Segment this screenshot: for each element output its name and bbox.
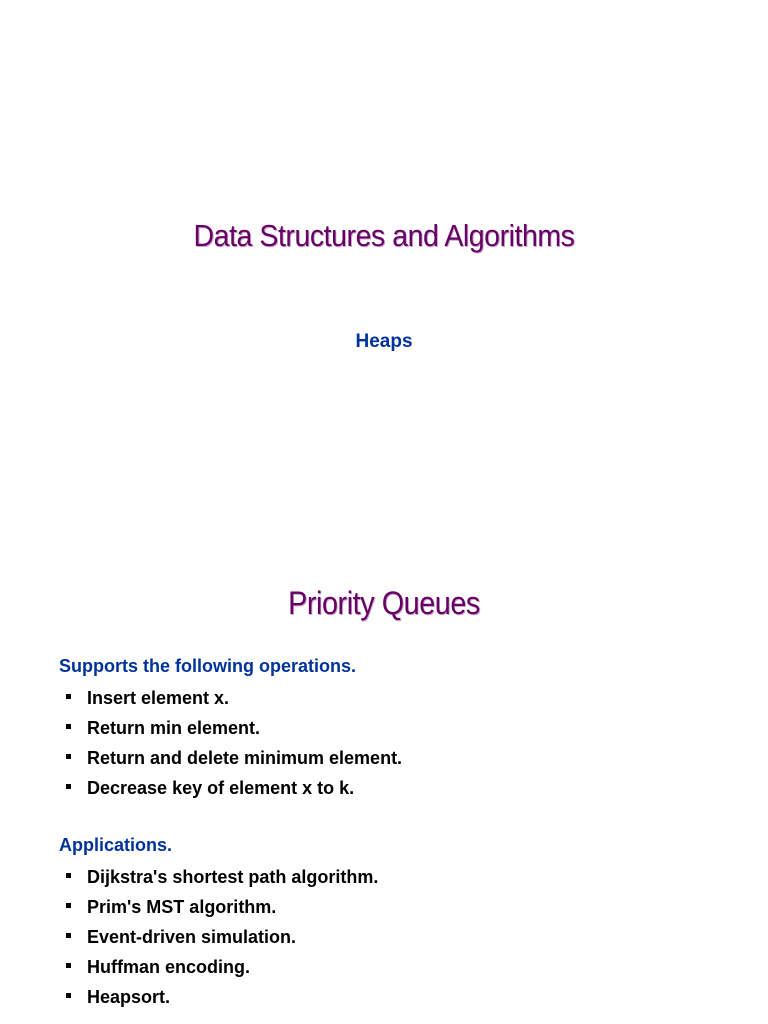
list-item-text: Decrease key of element x to k. — [87, 778, 355, 798]
bullet-square-icon — [66, 784, 71, 789]
content-slide — [0, 545, 768, 1024]
bullet-square-icon — [66, 903, 71, 908]
list-item-text: Prim's MST algorithm. — [87, 897, 277, 917]
bullet-square-icon — [66, 873, 71, 878]
bullet-square-icon — [66, 754, 71, 759]
list-item — [66, 776, 402, 806]
slide-subtitle: Heaps — [355, 331, 413, 352]
applications-list — [66, 865, 378, 1015]
bullet-square-icon — [66, 724, 71, 729]
list-item-text: Return and delete minimum element. — [87, 748, 403, 768]
bullet-square-icon — [66, 993, 71, 998]
list-item — [66, 955, 378, 985]
list-item — [66, 895, 378, 925]
list-item — [66, 716, 402, 746]
list-item-text: Heapsort. — [87, 987, 171, 1007]
slide-title: Data Structures and Algorithms — [193, 218, 575, 253]
applications-heading: Applications. — [59, 835, 173, 855]
list-item — [66, 925, 378, 955]
list-item-text: Event-driven simulation. — [87, 927, 297, 947]
list-item — [66, 865, 378, 895]
list-item-text: Return min element. — [87, 718, 261, 738]
list-item — [66, 686, 402, 716]
list-item — [66, 985, 378, 1015]
section-title: Priority Queues — [288, 585, 480, 621]
bullet-square-icon — [66, 694, 71, 699]
list-item — [66, 746, 402, 776]
operations-heading: Supports the following operations. — [59, 656, 356, 676]
bullet-square-icon — [66, 963, 71, 968]
list-item-text: Huffman encoding. — [87, 957, 250, 977]
list-item-text: Insert element x. — [87, 688, 230, 708]
list-item-text: Dijkstra's shortest path algorithm. — [87, 867, 379, 887]
bullet-square-icon — [66, 933, 71, 938]
operations-list — [66, 686, 402, 806]
